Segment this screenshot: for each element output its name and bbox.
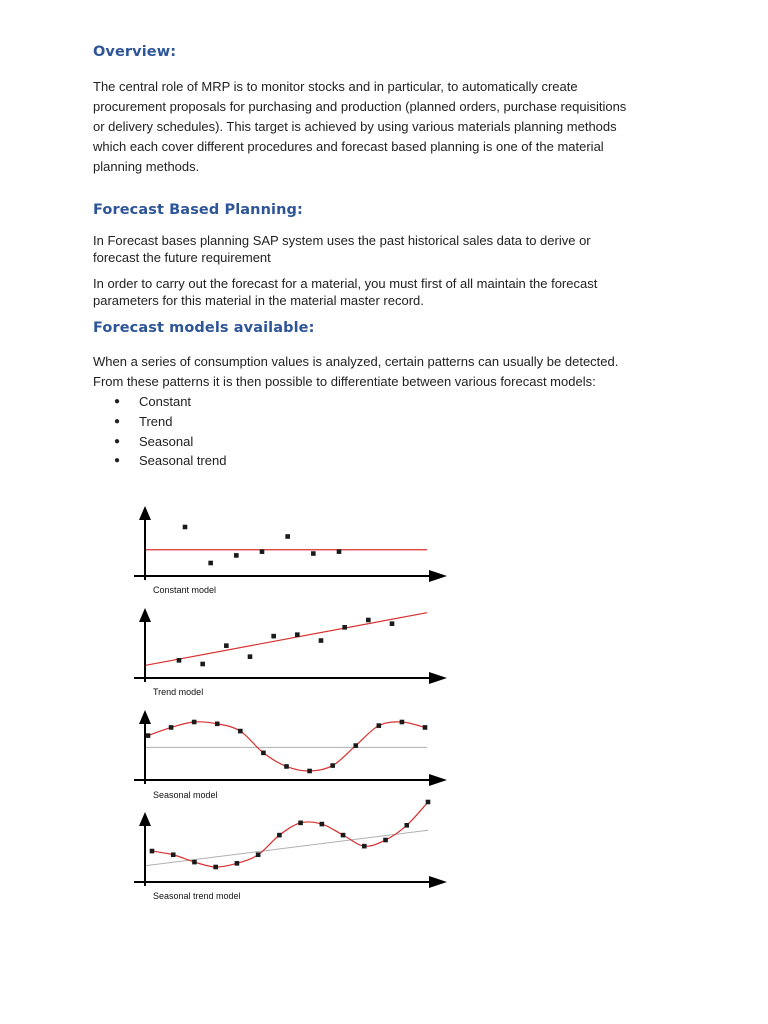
seasonal-trend-data-point: [150, 849, 155, 854]
list-item-label: Seasonal: [139, 433, 194, 449]
constant-caption: Constant model: [153, 585, 217, 595]
overview-line: procurement proposals for purchasing and production (planned orders, purchase requisitions: [93, 99, 627, 114]
seasonal-trend-data-point: [426, 800, 431, 805]
seasonal-data-point: [146, 733, 151, 738]
constant-y-axis-arrow-icon: [139, 506, 151, 520]
constant-data-point: [285, 534, 290, 539]
trend-data-point: [200, 662, 205, 667]
constant-data-point: [234, 553, 239, 558]
seasonal-data-point: [238, 729, 243, 734]
seasonal-data-point: [330, 763, 335, 768]
seasonal-trend-data-point: [362, 844, 367, 849]
bullet-icon: ●: [114, 455, 121, 467]
seasonal-caption: Seasonal model: [153, 790, 218, 800]
seasonal-data-point: [353, 743, 358, 748]
forecast-based-line: parameters for this material in the material master record.: [93, 293, 424, 308]
overview-heading: Overview:: [93, 44, 177, 60]
forecast-based-line: In Forecast bases planning SAP system uses the past historical sales data to derive or: [93, 233, 591, 248]
trend-data-point: [177, 658, 182, 663]
forecast-models-line: From these patterns it is then possible to differentiate between various forecast models:: [93, 374, 596, 389]
seasonal-data-point: [400, 720, 405, 725]
forecast-based-line: forecast the future requirement: [93, 250, 271, 265]
seasonal-trend-data-point: [341, 833, 346, 838]
trend-data-point: [366, 618, 371, 623]
seasonal-trend-data-point: [235, 861, 240, 866]
forecast-models-heading: Forecast models available:: [93, 320, 315, 336]
seasonal-data-point: [284, 764, 289, 769]
constant-data-point: [183, 525, 188, 530]
seasonal-trend-data-point: [213, 865, 218, 870]
seasonal-data-point: [261, 751, 266, 756]
seasonal-y-axis-arrow-icon: [139, 710, 151, 724]
trend-data-point: [224, 643, 229, 648]
seasonal-trend-data-point: [192, 860, 197, 865]
seasonal-trend-reference-line: [145, 830, 428, 866]
seasonal-trend-caption: Seasonal trend model: [153, 891, 241, 901]
overview-line: planning methods.: [93, 159, 200, 174]
seasonal-data-point: [215, 722, 220, 727]
seasonal-trend-y-axis-arrow-icon: [139, 812, 151, 826]
seasonal-data-point: [169, 725, 174, 730]
constant-x-axis-arrow-icon: [429, 570, 447, 582]
seasonal-trend-model-curve: [152, 802, 428, 867]
bullet-icon: ●: [114, 435, 121, 447]
seasonal-x-axis-arrow-icon: [429, 774, 447, 786]
seasonal-trend-x-axis-arrow-icon: [429, 876, 447, 888]
trend-x-axis-arrow-icon: [429, 672, 447, 684]
list-item-label: Trend: [139, 413, 173, 429]
overview-line: or delivery schedules). This target is achieved by using various materials planning methods: [93, 119, 617, 134]
seasonal-data-point: [423, 725, 428, 730]
list-item-label: Constant: [139, 394, 192, 409]
trend-data-point: [295, 632, 300, 637]
seasonal-trend-data-point: [383, 838, 388, 843]
overview-line: which each cover different procedures and forecast based planning is one of the material: [93, 139, 604, 154]
seasonal-trend-data-point: [404, 823, 409, 828]
seasonal-trend-data-point: [277, 833, 282, 838]
trend-data-point: [248, 654, 253, 659]
constant-data-point: [260, 549, 265, 554]
trend-data-point: [390, 621, 395, 626]
seasonal-data-point: [307, 769, 312, 774]
trend-data-point: [342, 625, 347, 630]
list-item-label: Seasonal trend: [139, 453, 227, 469]
seasonal-trend-data-point: [171, 852, 176, 857]
seasonal-trend-data-point: [256, 852, 261, 857]
seasonal-data-point: [192, 720, 197, 725]
trend-caption: Trend model: [153, 687, 204, 697]
constant-data-point: [337, 549, 342, 554]
bullet-icon: ●: [114, 396, 121, 407]
constant-data-point: [208, 561, 213, 566]
seasonal-trend-data-point: [320, 822, 325, 827]
seasonal-model-curve: [148, 722, 425, 771]
trend-y-axis-arrow-icon: [139, 608, 151, 622]
seasonal-trend-data-point: [298, 821, 303, 826]
forecast-models-line: When a series of consumption values is analyzed, certain patterns can usually be detected.: [93, 354, 619, 369]
overview-line: The central role of MRP is to monitor stocks and in particular, to automatically create: [93, 79, 578, 94]
bullet-icon: ●: [114, 415, 121, 427]
trend-data-point: [271, 634, 276, 639]
seasonal-data-point: [377, 723, 382, 728]
constant-data-point: [311, 551, 316, 556]
trend-data-point: [319, 638, 324, 643]
forecast-based-line: In order to carry out the forecast for a material, you must first of all maintain the forecast: [93, 276, 598, 291]
forecast-based-heading: Forecast Based Planning:: [93, 202, 303, 218]
trend-model-line: [145, 613, 427, 666]
